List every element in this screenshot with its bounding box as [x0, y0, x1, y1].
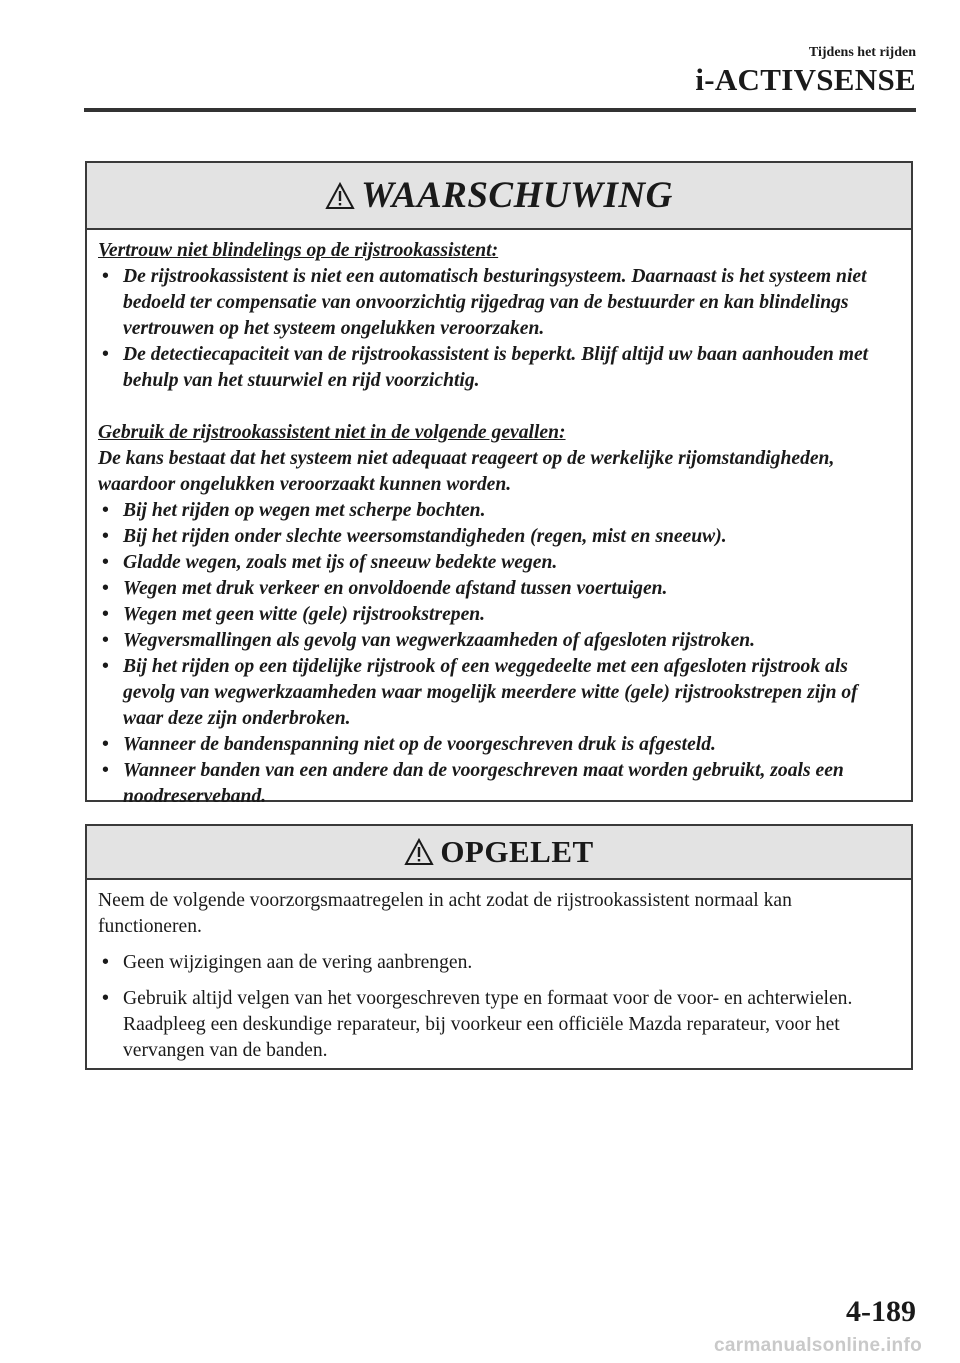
paragraph-spacer: [98, 394, 899, 420]
list-item-text: Bij het rijden onder slechte weersomstandigheden (regen, mist en sneeuw).: [123, 526, 727, 547]
list-item: [98, 654, 899, 732]
warning-body: [87, 230, 911, 810]
list-item: [98, 550, 899, 576]
list-item: [98, 498, 899, 524]
warning-box-header: [87, 163, 911, 230]
list-item: [98, 732, 899, 758]
list-item-text: Wegen met geen witte (gele) rijstrookstrepen.: [123, 604, 486, 625]
list-item-text: Gladde wegen, zoals met ijs of sneeuw bedekte wegen.: [123, 552, 558, 573]
list-item: [98, 524, 899, 550]
warning-list-2: [98, 498, 899, 810]
bullet-dot: •: [102, 760, 109, 781]
list-item: [98, 602, 899, 628]
list-item: [98, 758, 899, 810]
warning-list-1: [98, 264, 899, 394]
list-item: [98, 342, 899, 394]
header-rule: [84, 108, 916, 112]
caution-box-header: [87, 826, 911, 880]
running-header-chapter: i-ACTIVSENSE: [695, 62, 916, 97]
bullet-dot: •: [102, 630, 109, 651]
list-item-text: Bij het rijden op een tijdelijke rijstrook of een weggedeelte met een afgesloten rijstrook als gevolg van wegwerkzaamheden waar mogelijk meerdere witte (gele) rijstrookstrepen zijn of waar deze zijn onderbroken.: [123, 656, 858, 729]
list-item-text: Wegen met druk verkeer en onvoldoende afstand tussen voertuigen.: [123, 578, 668, 599]
list-item-text: Bij het rijden op wegen met scherpe bochten.: [123, 500, 486, 521]
bullet-dot: •: [102, 344, 109, 365]
list-item-text: Wegversmallingen als gevolg van wegwerkzaamheden of afgesloten rijstroken.: [123, 630, 756, 651]
caution-list: [98, 950, 899, 1064]
bullet-dot: •: [102, 266, 109, 287]
watermark: carmanualsonline.info: [714, 1335, 922, 1356]
warning-intro-2: De kans bestaat dat het systeem niet adequaat reageert op de werkelijke rijomstandigheden, waardoor ongelukken veroorzaakt kunnen worden.: [98, 448, 835, 495]
bullet-dot: •: [102, 656, 109, 677]
bullet-dot: •: [102, 734, 109, 755]
bullet-dot: •: [102, 578, 109, 599]
list-item-text: De detectiecapaciteit van de rijstrookassistent is beperkt. Blijf altijd uw baan aanhouden met behulp van het stuurwiel en rijd voorzichtig.: [123, 344, 869, 391]
running-header-section: Tijdens het rijden: [808, 45, 916, 60]
bullet-dot: •: [102, 552, 109, 573]
list-item: [98, 264, 899, 342]
warning-title: WAARSCHUWING: [361, 175, 673, 216]
list-item: [98, 576, 899, 602]
bullet-dot: •: [102, 500, 109, 521]
bullet-dot: •: [102, 952, 109, 973]
list-item-text: De rijstrookassistent is niet een automatisch besturingsysteem. Daarnaast is het systeem niet bedoeld ter compensatie van onvoorzichtig rijgedrag van de bestuurder en kan blindelings vertrouwen op het systeem ongelukken veroorzaken.: [123, 266, 867, 339]
warning-heading-1: Vertrouw niet blindelings op de rijstrookassistent:: [98, 240, 499, 261]
bullet-dot: •: [102, 988, 109, 1009]
list-item-text: Wanneer banden van een andere dan de voorgeschreven maat worden gebruikt, zoals een noodreserveband.: [123, 760, 844, 807]
bullet-dot: •: [102, 604, 109, 625]
caution-intro: Neem de volgende voorzorgsmaatregelen in acht zodat de rijstrookassistent normaal kan functioneren.: [98, 890, 792, 937]
list-item-text: Gebruik altijd velgen van het voorgeschreven type en formaat voor de voor- en achterwielen. Raadpleeg een deskundige reparateur, bij voorkeur een officiële Mazda reparateur, voor het vervangen van de banden.: [123, 988, 853, 1061]
page-number: 4-189: [846, 1295, 916, 1328]
list-item: [98, 950, 899, 976]
warning-triangle-icon: [325, 182, 355, 210]
warning-heading-2: Gebruik de rijstrookassistent niet in de volgende gevallen:: [98, 422, 566, 443]
list-item: [98, 628, 899, 654]
caution-body: [87, 880, 911, 1064]
caution-box: [85, 824, 913, 1070]
caution-title: OPGELET: [440, 834, 594, 869]
warning-box: [85, 161, 913, 807]
bullet-dot: •: [102, 526, 109, 547]
list-item-text: Geen wijzigingen aan de vering aanbrengen.: [123, 952, 473, 973]
warning-triangle-icon: [404, 838, 434, 866]
list-item: [98, 986, 899, 1064]
list-item-text: Wanneer de bandenspanning niet op de voorgeschreven druk is afgesteld.: [123, 734, 716, 755]
